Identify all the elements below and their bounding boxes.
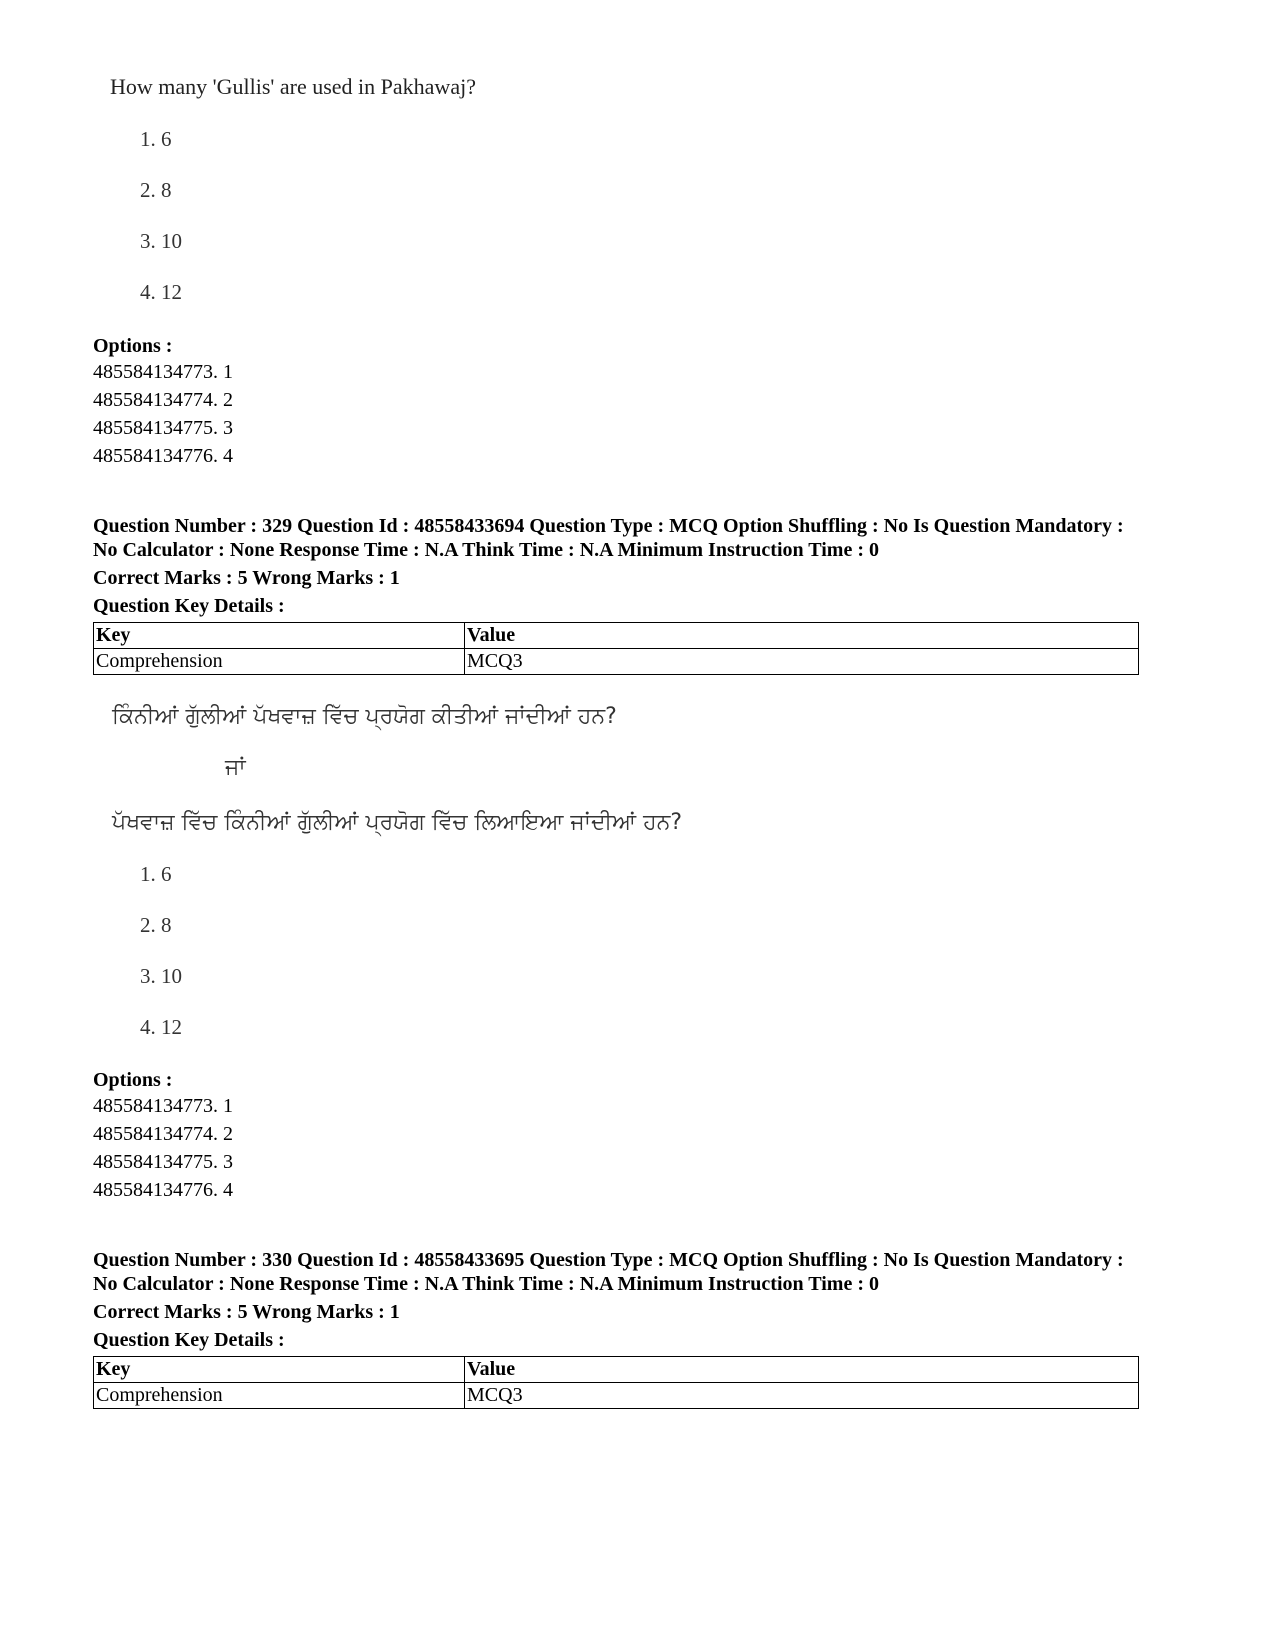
value-cell: MCQ3: [465, 649, 1139, 675]
choice-4: 4. 12: [140, 1015, 182, 1039]
choice-2: 2. 8: [140, 178, 172, 202]
marks-line: Correct Marks : 5 Wrong Marks : 1: [93, 1301, 400, 1323]
value-header: Value: [465, 623, 1139, 649]
value-header: Value: [465, 1357, 1139, 1383]
table-row: [94, 1383, 1139, 1409]
option-4: 485584134776. 4: [93, 1179, 233, 1201]
choice-2: 2. 8: [140, 913, 172, 937]
choice-1: 1. 6: [140, 862, 172, 886]
key-details-label: Question Key Details :: [93, 595, 285, 617]
key-cell: Comprehension: [94, 649, 465, 675]
key-details-label: Question Key Details :: [93, 1329, 285, 1351]
option-4: 485584134776. 4: [93, 445, 233, 467]
question-meta-line1: Question Number : 329 Question Id : 48558433694 Question Type : MCQ Option Shuffling : No Is Question Mandatory :: [93, 515, 1124, 537]
punjabi-question-2: ਪੱਖਵਾਜ਼ ਵਿੱਚ ਕਿੰਨੀਆਂ ਗੁੱਲੀਆਂ ਪ੍ਰਯੋਗ ਵਿੱਚ ਲਿਆਇਆ ਜਾਂਦੀਆਂ ਹਨ?: [112, 810, 683, 835]
options-label: Options :: [93, 335, 173, 357]
option-2: 485584134774. 2: [93, 1123, 233, 1145]
key-header: Key: [94, 623, 465, 649]
question-meta-line2: No Calculator : None Response Time : N.A Think Time : N.A Minimum Instruction Time : 0: [93, 1273, 879, 1295]
choice-3: 3. 10: [140, 964, 182, 988]
punjabi-question-1: ਕਿੰਨੀਆਂ ਗੁੱਲੀਆਂ ਪੱਖਵਾਜ਼ ਵਿੱਚ ਪ੍ਰਯੋਗ ਕੀਤੀਆਂ ਜਾਂਦੀਆਂ ਹਨ?: [112, 704, 617, 729]
options-label: Options :: [93, 1069, 173, 1091]
question-meta-line2: No Calculator : None Response Time : N.A Think Time : N.A Minimum Instruction Time : 0: [93, 539, 879, 561]
key-cell: Comprehension: [94, 1383, 465, 1409]
question-meta-line1: Question Number : 330 Question Id : 48558433695 Question Type : MCQ Option Shuffling : No Is Question Mandatory :: [93, 1249, 1124, 1271]
marks-line: Correct Marks : 5 Wrong Marks : 1: [93, 567, 400, 589]
table-header-row: [94, 1357, 1139, 1383]
option-3: 485584134775. 3: [93, 417, 233, 439]
choice-4: 4. 12: [140, 280, 182, 304]
option-3: 485584134775. 3: [93, 1151, 233, 1173]
key-details-table: [93, 1356, 1139, 1409]
table-header-row: [94, 623, 1139, 649]
punjabi-or: ਜਾਂ: [225, 755, 246, 780]
value-cell: MCQ3: [465, 1383, 1139, 1409]
choice-1: 1. 6: [140, 127, 172, 151]
key-header: Key: [94, 1357, 465, 1383]
table-row: [94, 649, 1139, 675]
question-text: How many 'Gullis' are used in Pakhawaj?: [110, 74, 476, 99]
option-2: 485584134774. 2: [93, 389, 233, 411]
option-1: 485584134773. 1: [93, 361, 233, 383]
option-1: 485584134773. 1: [93, 1095, 233, 1117]
key-details-table: [93, 622, 1139, 675]
choice-3: 3. 10: [140, 229, 182, 253]
